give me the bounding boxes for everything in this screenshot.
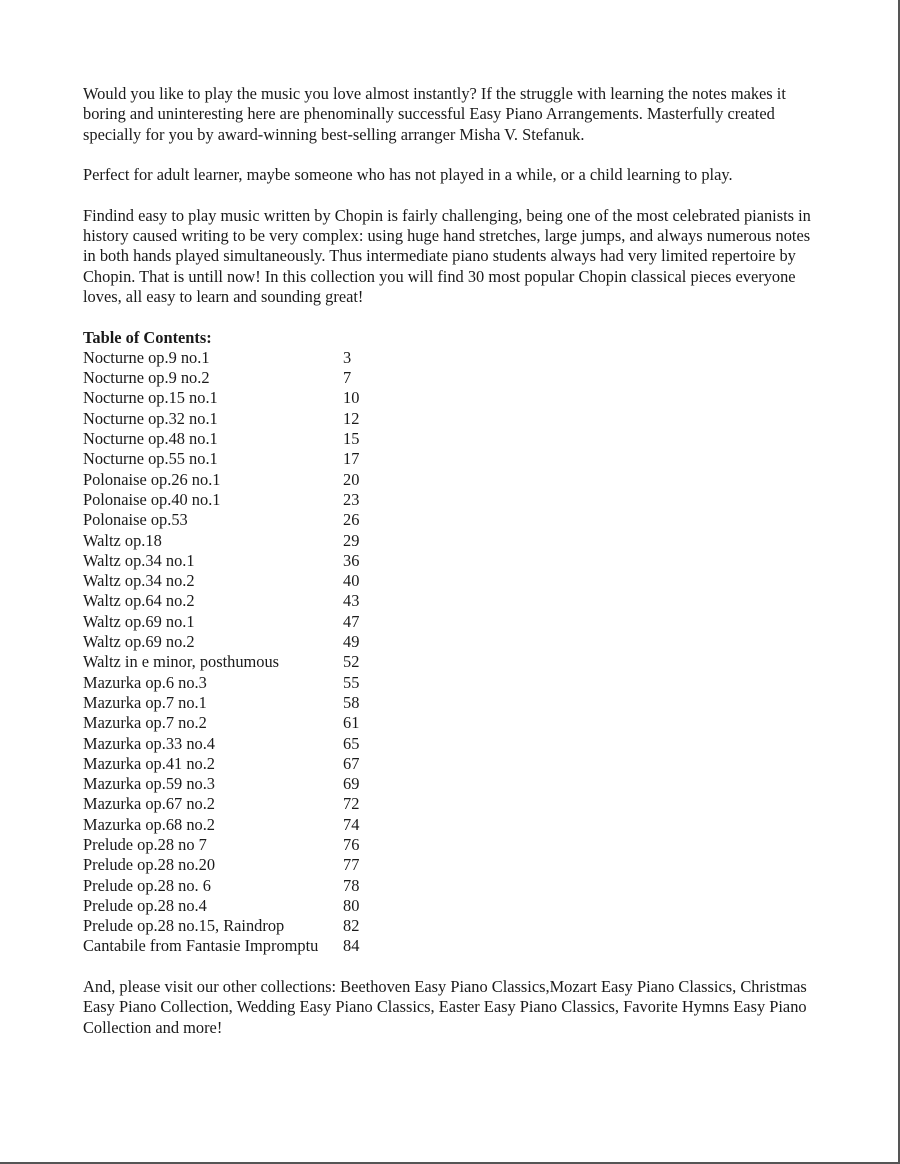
closing-paragraph: And, please visit our other collections: Beethoven Easy Piano Classics,Mozart Easy Piano Classics, Christmas Easy Piano Collection, Wedding Easy Piano Classics, Easter Easy Piano Classics, Favorite Hymns Easy Piano Collection and more!	[83, 977, 807, 1037]
toc-entry-page: 80	[343, 895, 360, 915]
toc-heading: Table of Contents:	[83, 327, 212, 347]
toc-entry-title: Waltz op.18	[83, 530, 162, 550]
toc-entry-title: Prelude op.28 no.4	[83, 895, 207, 915]
toc-entry	[83, 449, 818, 469]
toc-entry-title: Mazurka op.41 no.2	[83, 753, 216, 773]
toc-entry	[83, 612, 818, 632]
toc-entry-page: 20	[343, 469, 360, 489]
toc-entry-page: 67	[343, 753, 360, 773]
toc-entry-page: 72	[343, 794, 360, 814]
toc-entry	[83, 693, 818, 713]
toc-entry-page: 84	[343, 936, 360, 956]
toc-entry	[83, 774, 818, 794]
toc-entry-page: 15	[343, 429, 360, 449]
toc-entry-title: Polonaise op.40 no.1	[83, 489, 221, 509]
toc-entry	[83, 855, 818, 875]
toc-entry-title: Nocturne op.9 no.1	[83, 347, 210, 367]
toc-entry-title: Waltz op.34 no.1	[83, 550, 195, 570]
toc-entry-page: 76	[343, 834, 360, 854]
toc-entry-title: Waltz op.34 no.2	[83, 571, 195, 591]
toc-entry-page: 10	[343, 388, 360, 408]
audience-paragraph: Perfect for adult learner, maybe someone who has not played in a while, or a child learning to play.	[83, 165, 733, 185]
toc-entry-title: Nocturne op.32 no.1	[83, 408, 218, 428]
toc-entry-page: 58	[343, 692, 360, 712]
toc-entry-page: 77	[343, 855, 360, 875]
toc-entry	[83, 876, 818, 896]
toc-entry	[83, 632, 818, 652]
toc-entry	[83, 348, 818, 368]
toc-entry-title: Nocturne op.55 no.1	[83, 449, 218, 469]
toc-entry-title: Mazurka op.67 no.2	[83, 794, 216, 814]
toc-entry-title: Prelude op.28 no.20	[83, 855, 216, 875]
toc-entry-title: Mazurka op.68 no.2	[83, 814, 216, 834]
toc-entry-page: 23	[343, 489, 360, 509]
toc-entry	[83, 368, 818, 388]
toc-entry-title: Nocturne op.15 no.1	[83, 388, 218, 408]
toc-entry-title: Polonaise op.53	[83, 510, 188, 530]
toc-entry	[83, 490, 818, 510]
toc-entry-page: 69	[343, 774, 360, 794]
toc-entry	[83, 571, 818, 591]
toc-entry-title: Polonaise op.26 no.1	[83, 469, 221, 489]
toc-entry-page: 3	[343, 347, 352, 367]
toc-entry	[83, 754, 818, 774]
toc-entry-title: Waltz in e minor, posthumous	[83, 652, 280, 672]
toc-entry-title: Waltz op.69 no.1	[83, 611, 195, 631]
toc-entry	[83, 673, 818, 693]
toc-entry-title: Prelude op.28 no 7	[83, 834, 207, 854]
toc-entry-title: Waltz op.64 no.2	[83, 591, 195, 611]
toc-entry-page: 43	[343, 591, 360, 611]
toc-entry-title: Nocturne op.48 no.1	[83, 429, 218, 449]
toc-entry-page: 61	[343, 713, 360, 733]
page-content	[83, 84, 818, 1058]
toc-entry-title: Mazurka op.59 no.3	[83, 774, 216, 794]
toc-entry-page: 7	[343, 368, 352, 388]
toc-entry-page: 17	[343, 449, 360, 469]
toc-entry-title: Prelude op.28 no.15, Raindrop	[83, 916, 285, 936]
toc-entry-title: Prelude op.28 no. 6	[83, 875, 211, 895]
toc-entry-page: 78	[343, 875, 360, 895]
toc-entry-page: 65	[343, 733, 360, 753]
toc-entry	[83, 713, 818, 733]
toc-entry-page: 36	[343, 550, 360, 570]
toc-entry-title: Cantabile from Fantasie Impromptu	[83, 936, 319, 956]
toc-entry	[83, 591, 818, 611]
toc-entry	[83, 916, 818, 936]
toc-entry	[83, 734, 818, 754]
toc-entry-page: 29	[343, 530, 360, 550]
toc-entry-title: Mazurka op.7 no.2	[83, 713, 207, 733]
toc-entry	[83, 652, 818, 672]
toc-entry	[83, 794, 818, 814]
toc-entry	[83, 531, 818, 551]
toc-entry	[83, 551, 818, 571]
toc-entry	[83, 388, 818, 408]
table-of-contents	[83, 348, 818, 957]
toc-entry-page: 40	[343, 571, 360, 591]
toc-entry-page: 26	[343, 510, 360, 530]
toc-entry-title: Waltz op.69 no.2	[83, 632, 195, 652]
toc-entry-page: 52	[343, 652, 360, 672]
toc-entry-page: 12	[343, 408, 360, 428]
toc-entry-title: Mazurka op.7 no.1	[83, 692, 207, 712]
intro-paragraph: Would you like to play the music you love almost instantly? If the struggle with learning the notes makes it boring and uninteresting here are phenominally successful Easy Piano Arrangements. Masterfully created specially for you by award-winning best-selling arranger Misha V. Stefanuk.	[83, 84, 786, 144]
toc-entry	[83, 815, 818, 835]
toc-entry-title: Mazurka op.6 no.3	[83, 672, 207, 692]
toc-entry	[83, 470, 818, 490]
toc-entry-title: Mazurka op.33 no.4	[83, 733, 216, 753]
toc-entry	[83, 835, 818, 855]
toc-entry-page: 55	[343, 672, 360, 692]
toc-entry	[83, 896, 818, 916]
toc-entry-page: 47	[343, 611, 360, 631]
toc-entry	[83, 510, 818, 530]
toc-entry	[83, 429, 818, 449]
toc-entry-title: Nocturne op.9 no.2	[83, 368, 210, 388]
description-paragraph: Findind easy to play music written by Chopin is fairly challenging, being one of the most celebrated pianists in history caused writing to be very complex: using huge hand stretches, large jumps, and always numerous notes in both hands played simultaneously. Thus intermediate piano students always had very limited repertoire by Chopin. That is untill now! In this collection you will find 30 most popular Chopin classical pieces everyone loves, all easy to learn and sounding great!	[83, 205, 811, 306]
toc-entry	[83, 409, 818, 429]
toc-entry-page: 74	[343, 814, 360, 834]
toc-entry	[83, 936, 818, 956]
toc-entry-page: 49	[343, 632, 360, 652]
toc-entry-page: 82	[343, 916, 360, 936]
